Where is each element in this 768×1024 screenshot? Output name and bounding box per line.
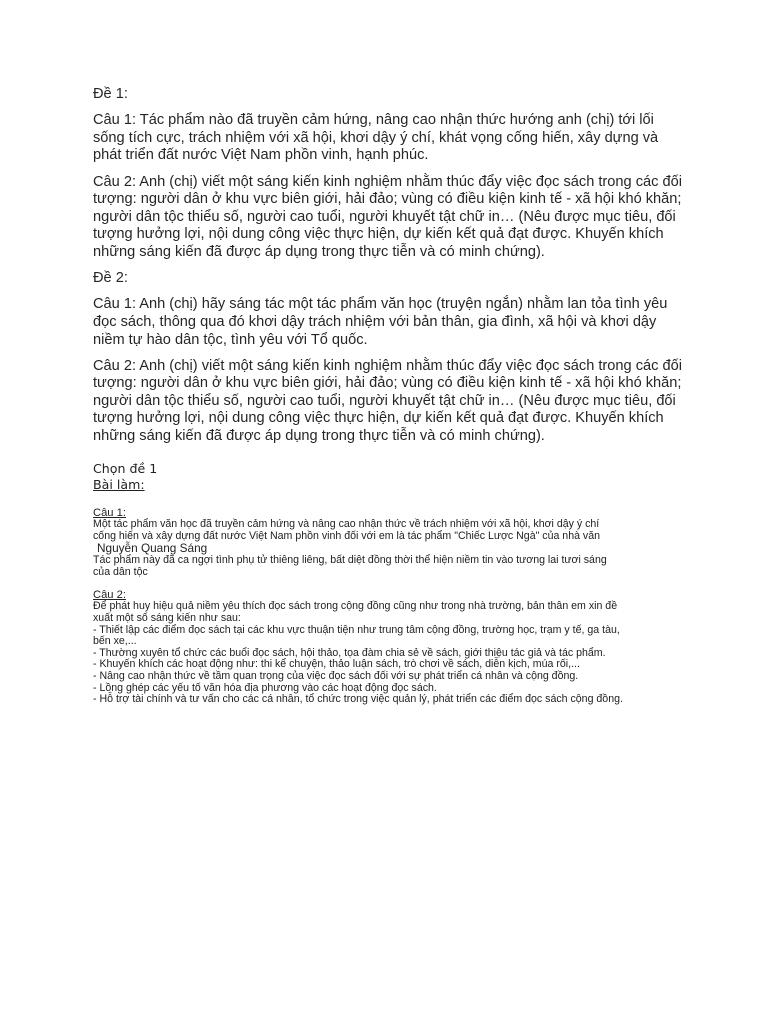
answer-section (93, 461, 693, 706)
answer-cau2-intro: xuất một số sáng kiến như sau: (93, 611, 241, 624)
exam-prompts (93, 86, 683, 454)
answer-cau1-line: của dân tộc (93, 565, 148, 578)
answer-cau1-line: cống hiến và xây dựng đất nước Việt Nam phồn vinh đối với em là tác phẩm "Chiếc Lược Ngà" của nhà văn (93, 529, 601, 542)
list-item: - Nâng cao nhận thức về tầm quan trọng của việc đọc sách đối với sự phát triển cá nhân và cộng đồng. (93, 669, 579, 682)
list-item: - Hỗ trợ tài chính và tư vấn cho các cá nhân, tổ chức trong việc quản lý, phát triển các điểm đọc sách cộng đồng. (93, 693, 623, 706)
de2-heading: Đề 2: (93, 270, 128, 287)
de1-cau2: Câu 2: Anh (chị) viết một sáng kiến kinh nghiệm nhằm thúc đẩy việc đọc sách trong các đối tượng: người dân ở khu vực biên giới, hải đảo; vùng có điều kiện kinh tế - xã hội khó khăn; người dân tộc thiểu số, người cao tuổi, người khuyết tật chữ in… (Nêu được mục tiêu, đối tượng hưởng lợi, nội dung công việc thực hiện, dự kiến kết quả đạt được. Khuyến khích những sáng kiến đã được áp dụng trong thực tiễn và có minh chứng). (93, 173, 682, 260)
de2-cau2: Câu 2: Anh (chị) viết một sáng kiến kinh nghiệm nhằm thúc đẩy việc đọc sách trong các đối tượng: người dân ở khu vực biên giới, hải đảo; vùng có điều kiện kinh tế - xã hội khó khăn; người dân tộc thiểu số, người cao tuổi, người khuyết tật chữ in… (Nêu được mục tiêu, đối tượng hưởng lợi, nội dung công việc thực hiện, dự kiến kết quả đạt được. Khuyến khích những sáng kiến đã được áp dụng trong thực tiễn và có minh chứng). (93, 357, 682, 445)
list-item: - Lồng ghép các yếu tố văn hóa địa phương vào các hoạt động đọc sách. (93, 681, 437, 694)
list-item: bến xe,... (93, 635, 137, 648)
choose-topic: Chọn đề 1 (93, 461, 158, 476)
list-item: - Thường xuyên tổ chức các buổi đọc sách, hội thảo, tọa đàm chia sẻ về sách, giới thiệu tác giả và tác phẩm. (93, 646, 606, 659)
answer-cau2-intro: Để phát huy hiệu quả niềm yêu thích đọc sách trong cộng đồng cũng như trong nhà trường, bản thân em xin đề (93, 600, 618, 613)
de2-cau1: Câu 1: Anh (chị) hãy sáng tác một tác phẩm văn học (truyện ngắn) nhằm lan tỏa tình yêu đọc sách, thông qua đó khơi dậy trách nhiệm với bản thân, gia đình, xã hội và khơi dậy niềm tự hào dân tộc, tình yêu với Tổ quốc. (93, 296, 668, 348)
answer-cau1-author: Nguyễn Quang Sáng (97, 541, 208, 556)
list-item: - Thiết lập các điểm đọc sách tại các khu vực thuận tiện như trung tâm cộng đồng, trường học, trạm y tế, ga tàu, (93, 623, 620, 636)
list-item: - Khuyến khích các hoạt động như: thi kể chuyện, thảo luận sách, trò chơi về sách, diễn kịch, múa rối,... (93, 658, 580, 671)
answer-cau2-title: Câu 2: (93, 589, 126, 602)
de1-heading: Đề 1: (93, 86, 128, 102)
spacer (93, 578, 693, 589)
bai-lam-heading: Bài làm: (93, 477, 145, 492)
answer-cau1-line: Một tác phẩm văn học đã truyền cảm hứng và nâng cao nhận thức về trách nhiệm với xã hội, khơi dậy ý chí (93, 518, 600, 530)
answer-cau1-line: Tác phẩm này đã ca ngợi tình phụ tử thiêng liêng, bất diệt đồng thời thể hiện niềm tin vào tương lai tươi sáng (93, 554, 607, 567)
de1-cau1: Câu 1: Tác phẩm nào đã truyền cảm hứng, nâng cao nhận thức hướng anh (chị) tới lối sống tích cực, trách nhiệm với xã hội, khơi dậy ý chí, khát vọng cống hiến, xây dựng và phát triển đất nước Việt Nam phồn vinh, hạnh phúc. (93, 112, 659, 164)
answer-cau1-title: Câu 1: (93, 507, 126, 519)
